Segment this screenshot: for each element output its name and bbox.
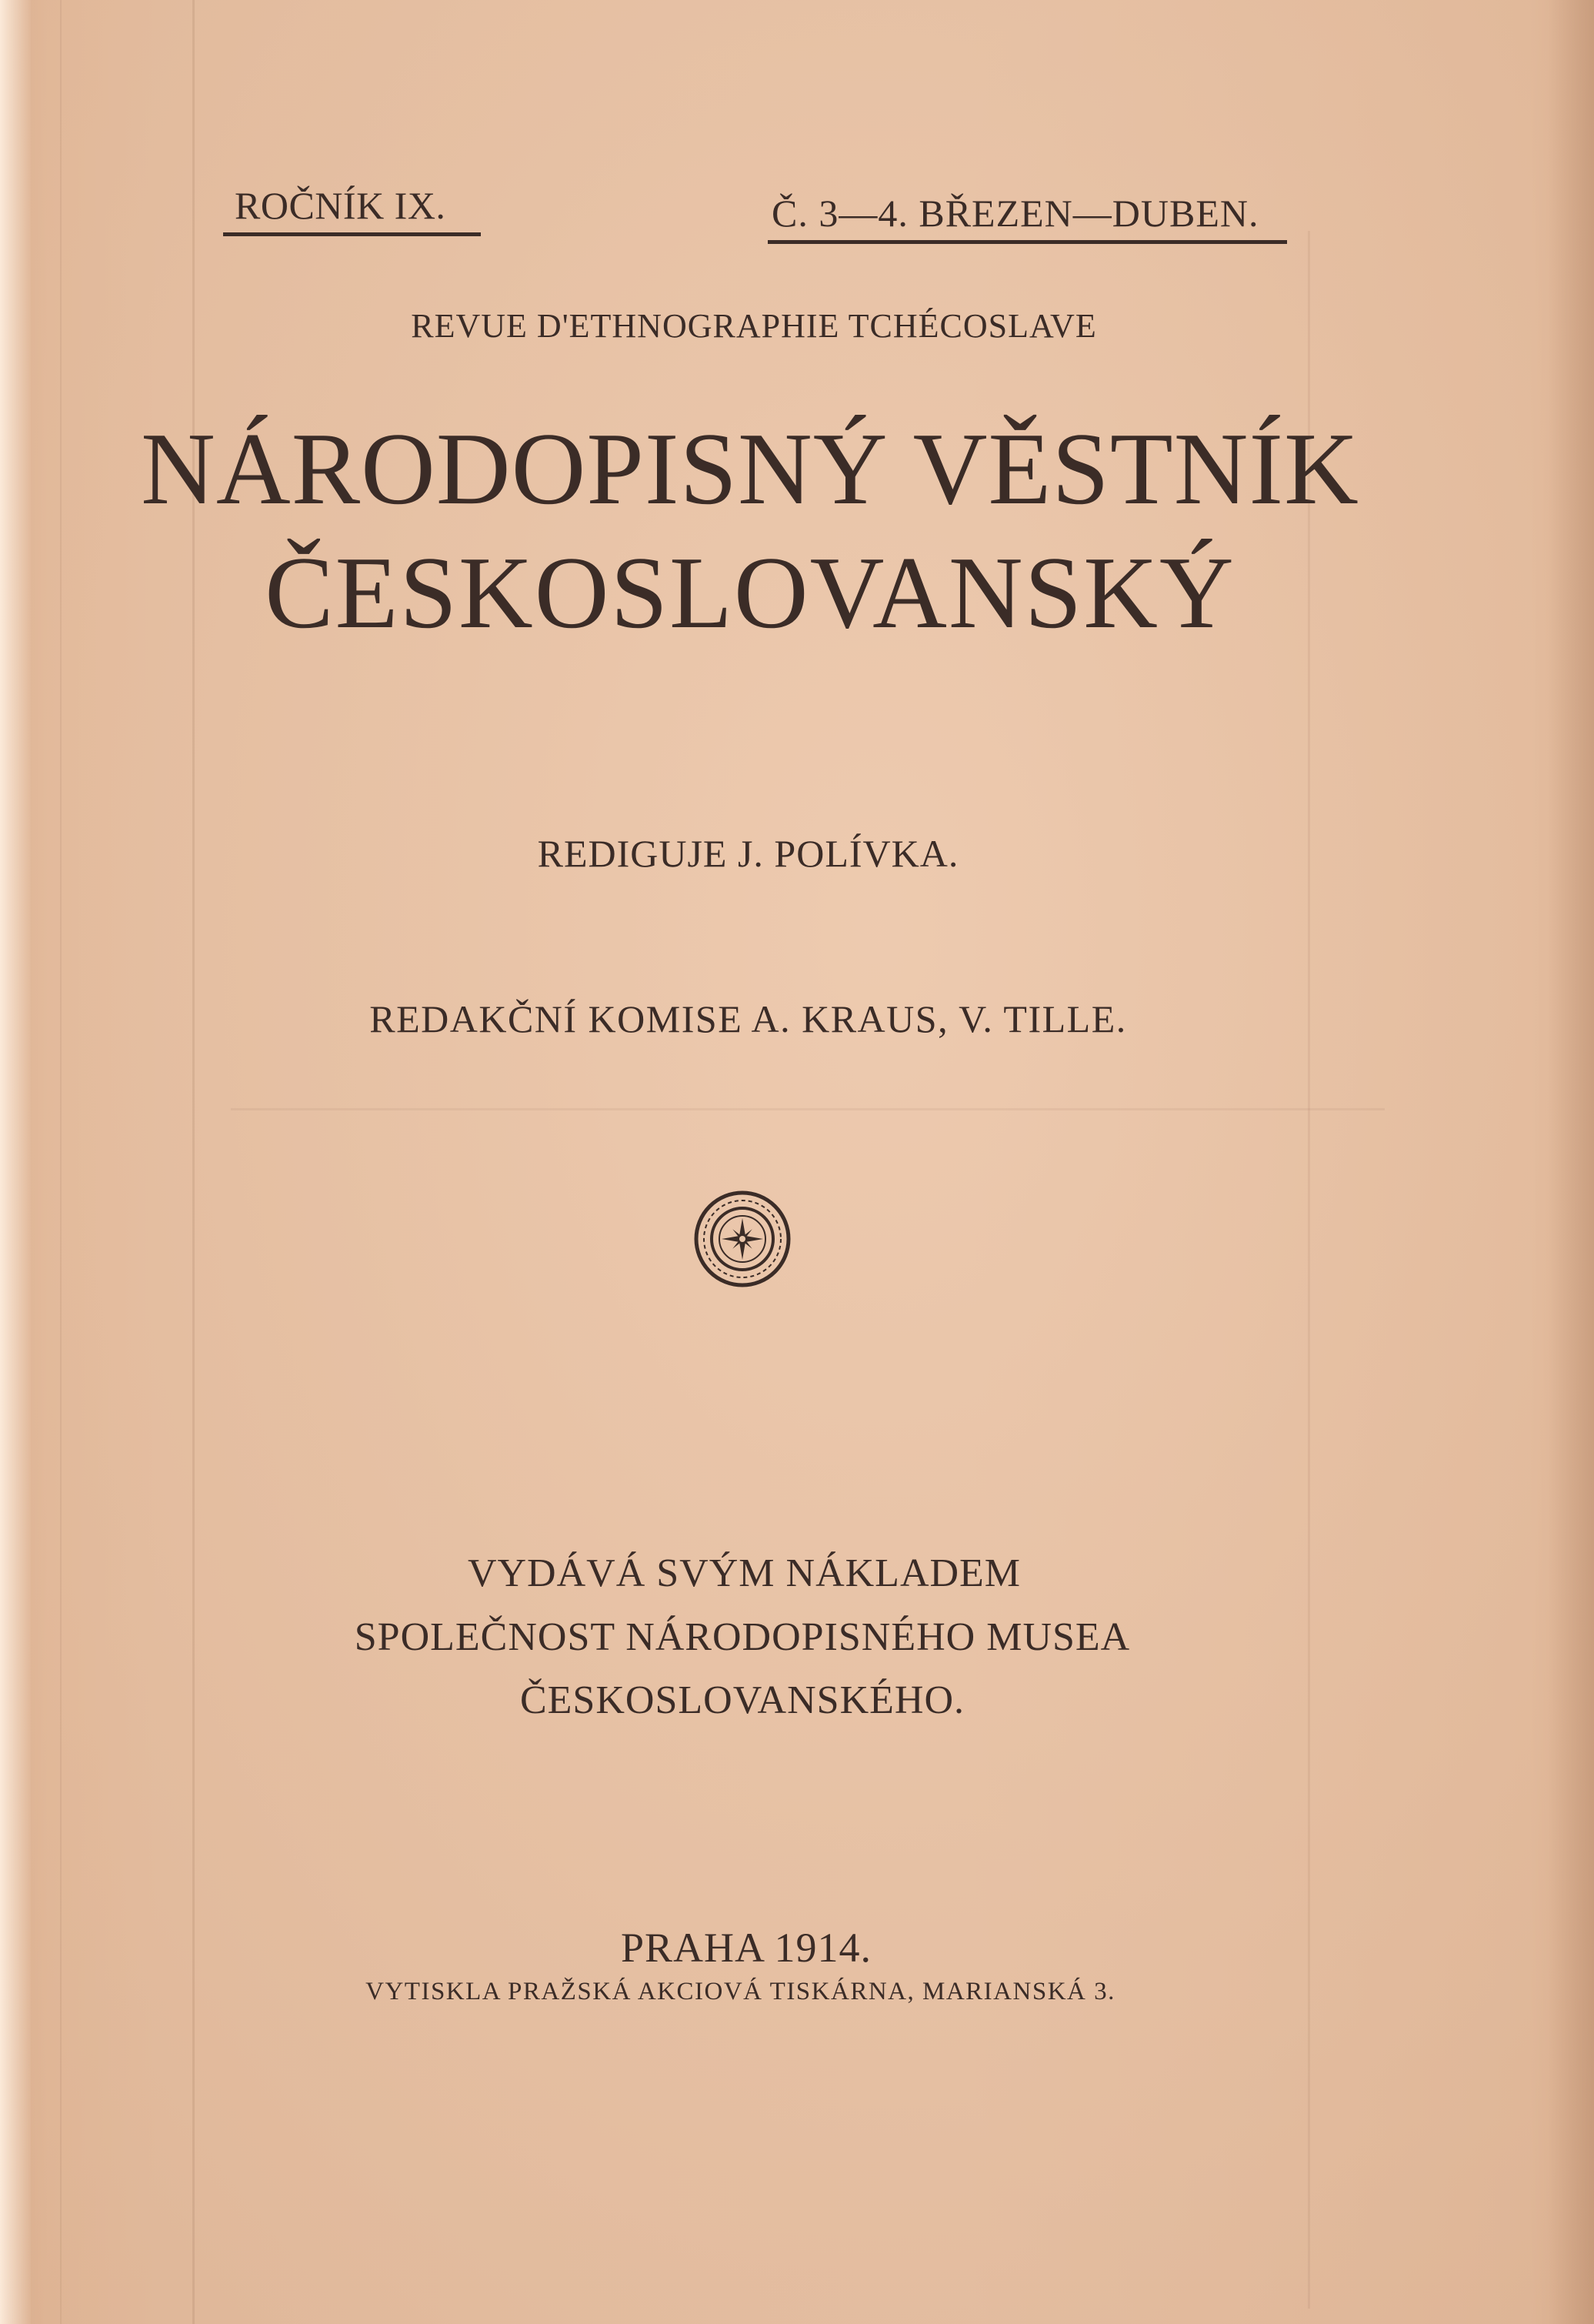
publisher-line-2: SPOLEČNOST NÁRODOPISNÉHO MUSEA xyxy=(354,1615,1131,1659)
journal-subtitle: REVUE D'ETHNOGRAPHIE TCHÉCOSLAVE xyxy=(411,307,1097,345)
rosette-ornament-icon xyxy=(692,1189,792,1289)
volume-underline xyxy=(223,232,481,236)
editor-line: REDIGUJE J. POLÍVKA. xyxy=(537,832,959,875)
journal-title-line-1: NÁRODOPISNÝ VĚSTNÍK xyxy=(141,412,1359,526)
paper-crease xyxy=(60,0,62,2324)
paper-edge-left xyxy=(0,0,31,2324)
publisher-line-1: VYDÁVÁ SVÝM NÁKLADEM xyxy=(467,1551,1022,1595)
paper-crease xyxy=(192,0,195,2324)
issue-underline xyxy=(768,240,1287,244)
publisher-line-3: ČESKOSLOVANSKÉHO. xyxy=(519,1678,965,1722)
paper-crease xyxy=(231,1108,1385,1110)
journal-title-line-2: ČESKOSLOVANSKÝ xyxy=(265,536,1236,649)
place-and-year: PRAHA 1914. xyxy=(620,1925,872,1971)
printer-line: VYTISKLA PRAŽSKÁ AKCIOVÁ TISKÁRNA, MARIANSKÁ 3. xyxy=(365,1978,1115,2005)
paper-edge-right xyxy=(1548,0,1594,2324)
editorial-board-line: REDAKČNÍ KOMISE A. KRAUS, V. TILLE. xyxy=(369,997,1127,1040)
issue-label: Č. 3—4. BŘEZEN—DUBEN. xyxy=(772,192,1259,235)
volume-label: ROČNÍK IX. xyxy=(235,184,446,227)
